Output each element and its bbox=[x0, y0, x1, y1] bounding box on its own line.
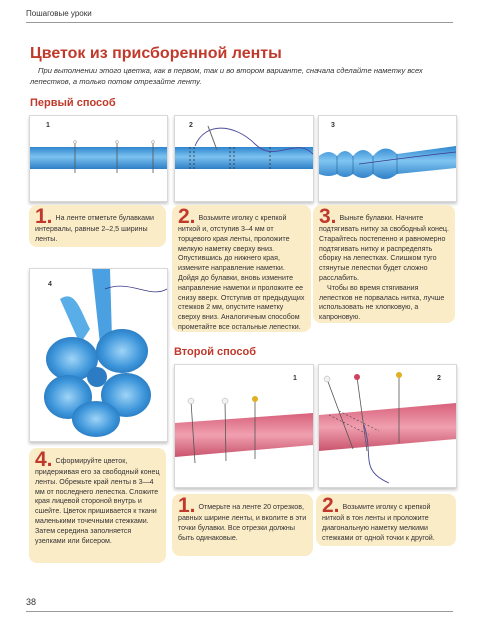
header-rule bbox=[26, 22, 453, 23]
method2-step2-card bbox=[316, 494, 456, 546]
step-number: 3. bbox=[319, 205, 337, 228]
step-number: 1. bbox=[35, 205, 53, 228]
ribbon-pins-illustration bbox=[30, 116, 167, 201]
page-number: 38 bbox=[26, 597, 37, 607]
photo-number: 3 bbox=[331, 122, 335, 129]
intro-text: При выполнении этого цветка, как в первом, так и во втором варианте, сначала сделайте наметку всех лепестков, а только потом отрезайте ленту. bbox=[30, 66, 423, 86]
photo-number: 2 bbox=[189, 122, 193, 129]
method2-heading: Второй способ bbox=[174, 346, 256, 358]
photo-number: 2 bbox=[437, 375, 441, 382]
method1-heading: Первый способ bbox=[30, 97, 116, 109]
method1-step1-card bbox=[29, 205, 166, 247]
page-title: Цветок из присборенной ленты bbox=[30, 45, 282, 62]
step-text: На ленте отметьте булавками интервалы, равные 2–2,5 ширины ленты. bbox=[35, 214, 154, 243]
step-text: Возьмите иголку с крепкой ниткой в тон ленты и проложите диагональную наметку мелкими стежками от одной точки к другой. bbox=[322, 503, 435, 542]
photo-number: 4 bbox=[48, 281, 52, 288]
ribbon-basting-illustration bbox=[175, 116, 313, 201]
photo-method1-step1 bbox=[29, 115, 168, 202]
method1-step2-card bbox=[172, 205, 311, 332]
photo-method2-step1 bbox=[174, 364, 314, 488]
step-number: 2. bbox=[178, 205, 196, 228]
method2-step1-card bbox=[172, 494, 313, 556]
pink-ribbon-pins-illustration bbox=[175, 365, 313, 487]
step-number: 2. bbox=[322, 494, 340, 517]
page-header-label: Пошаговые уроки bbox=[26, 9, 92, 18]
pink-ribbon-basting-illustration bbox=[319, 365, 456, 487]
step-text: Выньте булавки. Начните подтягивать нитку за свободный конец. Старайтесь постепенно и равномерно подтягивать нитку и распределять сборку на лепестках. Слишком туго стянутые лепестки будет сложно расслабить. bbox=[319, 214, 449, 282]
step-number: 4. bbox=[35, 448, 53, 471]
footer-rule bbox=[26, 611, 453, 612]
gathered-ribbon-illustration bbox=[319, 116, 456, 201]
photo-number: 1 bbox=[46, 122, 50, 129]
method1-step4-card bbox=[29, 448, 166, 563]
photo-method1-step4 bbox=[29, 268, 168, 442]
photo-method2-step2 bbox=[318, 364, 457, 488]
photo-number: 1 bbox=[293, 375, 297, 382]
step-number: 1. bbox=[178, 494, 196, 517]
step-text: Возьмите иголку с крепкой ниткой и, отступив 3–4 мм от торцевого края ленты, проложите мелкую наметку сверху вниз. Опустившись до нижнего края, измените направление наметки. Дойдя до булавки, вновь измените направление наметки и проложите ее снизу вверх. Отступив от предыдущих стежков 2 мм, опустите наметку сверху вниз. Аналогичным способом прометайте все остальные лепестки. bbox=[178, 214, 305, 331]
photo-method1-step2 bbox=[174, 115, 314, 202]
step-text: Сформируйте цветок, придерживая его за свободный конец ленты. Обрежьте край ленты в 3—4 мм от последнего лепестка. Сложите края лицевой стороной внутрь и сшейте. Цветок пришивается к ткани маленькими точечными стежками. Затем середина заполняется узелками или бисером. bbox=[35, 457, 160, 545]
step-text-note: Чтобы во время стягивания лепестков не порвалась нитка, лучше использовать не хлопковую, а капроновую. bbox=[319, 283, 445, 322]
photo-method1-step3 bbox=[318, 115, 457, 202]
method1-step3-card bbox=[313, 205, 455, 323]
blue-flower-illustration bbox=[30, 269, 167, 441]
step-text: Отмерьте на ленте 20 отрезков, равных ширине ленты, и вколите в эти точки булавки. Все отрезки должны быть одинаковые. bbox=[178, 503, 307, 542]
